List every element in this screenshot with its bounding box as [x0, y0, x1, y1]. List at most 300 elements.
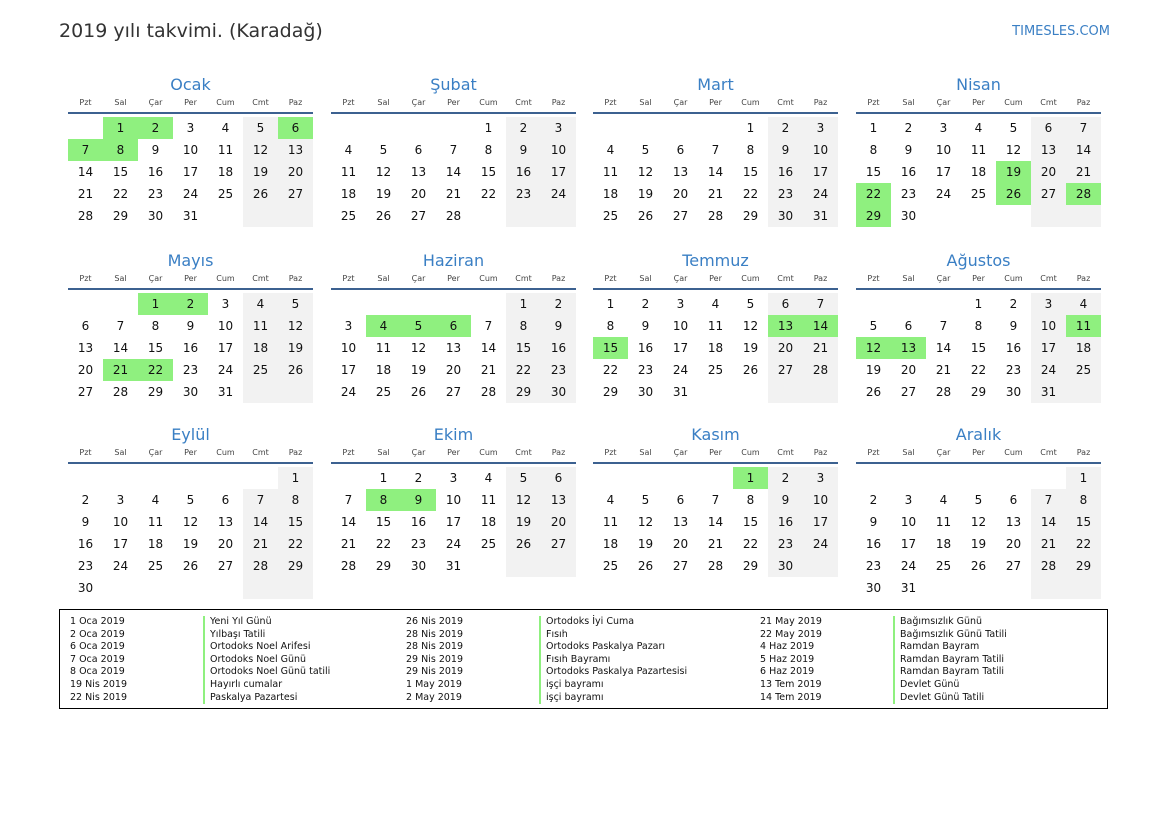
day-cell: 27 — [900, 385, 917, 399]
day-cell: 6 — [278, 117, 313, 139]
day-cell: 7 — [803, 293, 838, 315]
day-cell: 18 — [707, 341, 724, 355]
weekday-label: Cmt — [777, 98, 794, 107]
day-cell: 7 — [1066, 117, 1101, 139]
weekday-label: Cmt — [515, 274, 532, 283]
day-cell: 13 — [77, 341, 94, 355]
day-cell: 2 — [1009, 297, 1018, 311]
day-cell: 1 — [869, 121, 878, 135]
day-cell: 11 — [217, 143, 234, 157]
empty-cell — [891, 293, 926, 315]
empty-cell — [1031, 467, 1066, 489]
day-cell: 5 — [869, 319, 878, 333]
legend-date: 28 Nis 2019 — [406, 628, 463, 640]
day-cell: 2 — [506, 117, 541, 139]
day-cell: 22 — [112, 187, 129, 201]
empty-cell — [961, 577, 996, 599]
empty-cell — [243, 205, 278, 227]
day-cell: 8 — [746, 143, 755, 157]
day-cell: 14 — [243, 511, 278, 533]
day-cell: 28 — [1031, 555, 1066, 577]
day-cell: 18 — [340, 187, 357, 201]
day-grid — [593, 293, 838, 403]
month-block — [68, 250, 313, 403]
weekday-label: Cmt — [777, 274, 794, 283]
day-cell: 27 — [768, 359, 803, 381]
day-cell: 20 — [672, 187, 689, 201]
day-cell: 14 — [445, 165, 462, 179]
day-cell: 8 — [974, 319, 983, 333]
weekday-label: Çar — [411, 448, 426, 457]
day-cell: 19 — [506, 511, 541, 533]
empty-cell — [541, 205, 576, 227]
day-cell: 6 — [676, 493, 685, 507]
legend-holiday-name: Fısıh — [539, 629, 687, 642]
day-cell: 24 — [541, 183, 576, 205]
day-cell: 31 — [672, 385, 689, 399]
empty-cell — [628, 467, 663, 489]
holiday-legend — [59, 609, 1108, 709]
weekday-label: Cum — [741, 448, 760, 457]
weekday-label: Pzt — [604, 448, 617, 457]
legend-date: 13 Tem 2019 — [760, 678, 822, 690]
empty-cell — [506, 555, 541, 577]
day-cell: 6 — [436, 315, 471, 337]
weekday-header — [331, 272, 576, 290]
day-cell: 9 — [401, 489, 436, 511]
day-cell: 4 — [366, 315, 401, 337]
day-cell: 9 — [768, 139, 803, 161]
day-cell: 9 — [541, 315, 576, 337]
weekday-label: Çar — [148, 274, 163, 283]
weekday-label: Çar — [673, 98, 688, 107]
day-cell: 27 — [672, 559, 689, 573]
day-cell: 21 — [340, 537, 357, 551]
empty-cell — [243, 467, 278, 489]
day-cell: 26 — [742, 363, 759, 377]
empty-cell — [996, 467, 1031, 489]
weekday-label: Çar — [148, 448, 163, 457]
day-cell: 7 — [711, 143, 720, 157]
weekday-label: Per — [447, 448, 460, 457]
day-cell: 8 — [151, 319, 160, 333]
day-cell: 5 — [401, 315, 436, 337]
weekday-label: Paz — [1076, 274, 1091, 283]
weekday-label: Cmt — [252, 448, 269, 457]
day-cell: 16 — [147, 165, 164, 179]
day-cell: 30 — [77, 581, 94, 595]
weekday-header — [593, 446, 838, 464]
day-grid — [593, 467, 838, 577]
legend-holiday-name: Devlet Günü Tatili — [893, 692, 1007, 705]
weekday-label: Pzt — [79, 448, 92, 457]
day-cell: 12 — [1005, 143, 1022, 157]
day-cell: 25 — [480, 537, 497, 551]
day-cell: 25 — [707, 363, 724, 377]
day-cell: 22 — [278, 533, 313, 555]
day-cell: 22 — [970, 363, 987, 377]
day-cell: 10 — [112, 515, 129, 529]
empty-cell — [173, 577, 208, 599]
day-cell: 11 — [935, 515, 952, 529]
day-cell: 30 — [900, 209, 917, 223]
day-cell: 1 — [746, 121, 755, 135]
weekday-label: Sal — [114, 448, 127, 457]
day-cell: 21 — [707, 187, 724, 201]
weekday-label: Per — [709, 274, 722, 283]
day-cell: 21 — [243, 533, 278, 555]
empty-cell — [471, 293, 506, 315]
day-cell: 21 — [445, 187, 462, 201]
day-cell: 29 — [856, 205, 891, 227]
day-cell: 18 — [375, 363, 392, 377]
day-cell: 24 — [803, 183, 838, 205]
weekday-label: Pzt — [79, 274, 92, 283]
legend-date: 2 Oca 2019 — [70, 628, 125, 640]
weekday-label: Cmt — [1040, 448, 1057, 457]
weekday-label: Çar — [411, 274, 426, 283]
day-cell: 4 — [974, 121, 983, 135]
day-cell: 17 — [935, 165, 952, 179]
day-cell: 28 — [707, 559, 724, 573]
empty-cell — [856, 293, 891, 315]
empty-cell — [996, 577, 1031, 599]
empty-cell — [173, 467, 208, 489]
weekday-label: Cmt — [777, 448, 794, 457]
day-cell: 25 — [970, 187, 987, 201]
legend-date: 19 Nis 2019 — [70, 678, 127, 690]
legend-holiday-name: Yılbaşı Tatili — [203, 629, 330, 642]
weekday-label: Per — [972, 274, 985, 283]
day-cell: 1 — [138, 293, 173, 315]
weekday-label: Çar — [936, 448, 951, 457]
day-cell: 9 — [641, 319, 650, 333]
empty-cell — [961, 205, 996, 227]
day-cell: 26 — [637, 209, 654, 223]
day-cell: 25 — [340, 209, 357, 223]
day-grid — [856, 467, 1101, 599]
day-cell: 20 — [410, 187, 427, 201]
legend-holiday-name: Yeni Yıl Günü — [203, 616, 330, 629]
day-cell: 28 — [935, 385, 952, 399]
empty-cell — [926, 577, 961, 599]
day-cell: 23 — [637, 363, 654, 377]
day-cell: 29 — [742, 559, 759, 573]
empty-cell — [331, 467, 366, 489]
day-cell: 15 — [480, 165, 497, 179]
day-cell: 30 — [1005, 385, 1022, 399]
day-cell: 21 — [103, 359, 138, 381]
weekday-label: Paz — [288, 448, 303, 457]
day-cell: 4 — [939, 493, 948, 507]
day-cell: 3 — [221, 297, 230, 311]
day-cell: 26 — [970, 559, 987, 573]
legend-holiday-name: işçi bayramı — [539, 692, 687, 705]
empty-cell — [103, 577, 138, 599]
day-cell: 27 — [77, 385, 94, 399]
weekday-label: Çar — [936, 98, 951, 107]
weekday-header — [593, 272, 838, 290]
legend-holiday-name: Ortodoks Paskalya Pazarı — [539, 641, 687, 654]
day-cell: 23 — [410, 537, 427, 551]
weekday-label: Cum — [216, 274, 235, 283]
weekday-label: Pzt — [79, 98, 92, 107]
day-cell: 11 — [480, 493, 497, 507]
empty-cell — [138, 577, 173, 599]
day-cell: 25 — [243, 359, 278, 381]
day-cell: 10 — [900, 515, 917, 529]
day-cell: 10 — [935, 143, 952, 157]
empty-cell — [103, 293, 138, 315]
legend-date: 14 Tem 2019 — [760, 691, 822, 703]
legend-holiday-name: Fısıh Bayramı — [539, 654, 687, 667]
day-cell: 2 — [138, 117, 173, 139]
day-cell: 19 — [243, 161, 278, 183]
day-cell: 30 — [541, 381, 576, 403]
weekday-label: Çar — [148, 98, 163, 107]
day-cell: 14 — [707, 515, 724, 529]
day-cell: 22 — [138, 359, 173, 381]
empty-cell — [593, 467, 628, 489]
day-cell: 2 — [173, 293, 208, 315]
day-cell: 17 — [803, 161, 838, 183]
day-grid — [68, 293, 313, 403]
day-cell: 21 — [1031, 533, 1066, 555]
weekday-label: Cum — [479, 98, 498, 107]
day-cell: 11 — [375, 341, 392, 355]
day-cell: 25 — [602, 209, 619, 223]
weekday-label: Cum — [216, 98, 235, 107]
day-cell: 5 — [974, 493, 983, 507]
day-cell: 12 — [506, 489, 541, 511]
day-cell: 6 — [221, 493, 230, 507]
weekday-header — [68, 272, 313, 290]
day-cell: 7 — [449, 143, 458, 157]
day-cell: 19 — [375, 187, 392, 201]
brand-link[interactable]: TIMESLES.COM — [1012, 24, 1110, 39]
empty-cell — [68, 117, 103, 139]
empty-cell — [891, 467, 926, 489]
legend-date: 8 Oca 2019 — [70, 666, 125, 678]
day-cell: 20 — [217, 537, 234, 551]
day-grid — [856, 117, 1101, 227]
empty-cell — [278, 205, 313, 227]
day-cell: 1 — [278, 467, 313, 489]
legend-date: 29 Nis 2019 — [406, 653, 463, 665]
day-cell: 1 — [733, 467, 768, 489]
day-cell: 7 — [484, 319, 493, 333]
weekday-header — [331, 446, 576, 464]
day-cell: 16 — [410, 515, 427, 529]
empty-cell — [278, 381, 313, 403]
day-cell: 26 — [375, 209, 392, 223]
day-cell: 18 — [243, 337, 278, 359]
empty-cell — [541, 555, 576, 577]
day-cell: 5 — [278, 293, 313, 315]
empty-cell — [1066, 205, 1101, 227]
day-cell: 26 — [182, 559, 199, 573]
day-cell: 8 — [366, 489, 401, 511]
day-cell: 27 — [1031, 183, 1066, 205]
day-cell: 18 — [147, 537, 164, 551]
day-cell: 3 — [116, 493, 125, 507]
day-cell: 5 — [379, 143, 388, 157]
day-cell: 25 — [602, 559, 619, 573]
day-cell: 11 — [970, 143, 987, 157]
day-cell: 12 — [243, 139, 278, 161]
day-cell: 5 — [746, 297, 755, 311]
day-cell: 20 — [672, 537, 689, 551]
weekday-label: Paz — [1076, 98, 1091, 107]
month-name: Temmuz — [682, 251, 749, 270]
day-grid — [331, 117, 576, 227]
day-cell: 15 — [865, 165, 882, 179]
day-cell: 11 — [602, 515, 619, 529]
day-cell: 7 — [243, 489, 278, 511]
day-cell: 29 — [742, 209, 759, 223]
weekday-label: Per — [972, 448, 985, 457]
day-grid — [68, 467, 313, 599]
day-cell: 25 — [147, 559, 164, 573]
day-cell: 11 — [340, 165, 357, 179]
day-cell: 7 — [68, 139, 103, 161]
day-cell: 14 — [480, 341, 497, 355]
day-cell: 7 — [939, 319, 948, 333]
empty-cell — [698, 381, 733, 403]
empty-cell — [68, 467, 103, 489]
day-cell: 26 — [865, 385, 882, 399]
weekday-label: Çar — [673, 448, 688, 457]
empty-cell — [436, 293, 471, 315]
day-cell: 31 — [217, 385, 234, 399]
day-cell: 18 — [1066, 337, 1101, 359]
weekday-label: Paz — [813, 448, 828, 457]
weekday-header — [331, 96, 576, 114]
day-cell: 30 — [147, 209, 164, 223]
weekday-header — [856, 446, 1101, 464]
day-cell: 2 — [81, 493, 90, 507]
day-cell: 4 — [344, 143, 353, 157]
day-cell: 27 — [1005, 559, 1022, 573]
day-cell: 14 — [340, 515, 357, 529]
day-cell: 4 — [711, 297, 720, 311]
day-cell: 2 — [541, 293, 576, 315]
day-cell: 4 — [221, 121, 230, 135]
day-cell: 9 — [768, 489, 803, 511]
day-cell: 23 — [182, 363, 199, 377]
weekday-label: Paz — [1076, 448, 1091, 457]
day-cell: 24 — [182, 187, 199, 201]
weekday-label: Per — [184, 98, 197, 107]
weekday-label: Çar — [673, 274, 688, 283]
weekday-header — [593, 96, 838, 114]
weekday-label: Pzt — [342, 448, 355, 457]
weekday-label: Pzt — [604, 98, 617, 107]
weekday-header — [856, 96, 1101, 114]
empty-cell — [366, 117, 401, 139]
day-cell: 24 — [900, 559, 917, 573]
weekday-label: Cum — [1004, 274, 1023, 283]
day-cell: 28 — [112, 385, 129, 399]
weekday-label: Cmt — [515, 98, 532, 107]
day-cell: 25 — [217, 187, 234, 201]
day-cell: 23 — [768, 533, 803, 555]
day-cell: 18 — [970, 165, 987, 179]
day-cell: 1 — [974, 297, 983, 311]
day-cell: 11 — [147, 515, 164, 529]
day-cell: 19 — [637, 537, 654, 551]
day-cell: 8 — [103, 139, 138, 161]
day-cell: 29 — [1066, 555, 1101, 577]
day-cell: 17 — [672, 341, 689, 355]
day-cell: 20 — [768, 337, 803, 359]
empty-cell — [1031, 577, 1066, 599]
legend-holiday-name: Ortodoks Paskalya Pazartesisi — [539, 666, 687, 679]
day-cell: 17 — [182, 165, 199, 179]
day-cell: 11 — [1066, 315, 1101, 337]
legend-holiday-name: Ramdan Bayram — [893, 641, 1007, 654]
weekday-label: Paz — [288, 274, 303, 283]
empty-cell — [506, 205, 541, 227]
day-cell: 20 — [77, 363, 94, 377]
day-cell: 9 — [904, 143, 913, 157]
day-cell: 18 — [935, 537, 952, 551]
day-cell: 15 — [970, 341, 987, 355]
legend-dates — [760, 616, 822, 704]
day-cell: 14 — [707, 165, 724, 179]
weekday-label: Sal — [639, 98, 652, 107]
day-cell: 20 — [1031, 161, 1066, 183]
day-cell: 6 — [1009, 493, 1018, 507]
day-cell: 8 — [484, 143, 493, 157]
day-cell: 17 — [1031, 337, 1066, 359]
day-cell: 15 — [506, 337, 541, 359]
day-cell: 30 — [768, 205, 803, 227]
legend-holiday-name: Ortodoks İyi Cuma — [539, 616, 687, 629]
day-cell: 3 — [449, 471, 458, 485]
day-cell: 28 — [1066, 183, 1101, 205]
day-cell: 22 — [506, 359, 541, 381]
legend-dates — [70, 616, 127, 704]
day-cell: 1 — [606, 297, 615, 311]
day-cell: 23 — [541, 359, 576, 381]
weekday-label: Per — [709, 448, 722, 457]
day-cell: 15 — [112, 165, 129, 179]
day-cell: 15 — [147, 341, 164, 355]
empty-cell — [436, 117, 471, 139]
month-name: Haziran — [422, 251, 485, 270]
day-cell: 20 — [1005, 537, 1022, 551]
day-cell: 5 — [641, 493, 650, 507]
weekday-label: Pzt — [342, 98, 355, 107]
day-cell: 29 — [506, 381, 541, 403]
day-cell: 17 — [803, 511, 838, 533]
month-name: Kasım — [691, 425, 740, 444]
day-cell: 25 — [1066, 359, 1101, 381]
day-cell: 3 — [803, 467, 838, 489]
legend-holiday-name: Ramdan Bayram Tatili — [893, 666, 1007, 679]
empty-cell — [68, 293, 103, 315]
day-cell: 31 — [1031, 381, 1066, 403]
day-cell: 15 — [593, 337, 628, 359]
weekday-label: Paz — [551, 274, 566, 283]
month-name: Ağustos — [946, 251, 1011, 270]
legend-date: 29 Nis 2019 — [406, 666, 463, 678]
day-cell: 19 — [742, 341, 759, 355]
legend-holiday-name: Ortodoks Noel Arifesi — [203, 641, 330, 654]
weekday-label: Çar — [411, 98, 426, 107]
day-cell: 14 — [935, 341, 952, 355]
